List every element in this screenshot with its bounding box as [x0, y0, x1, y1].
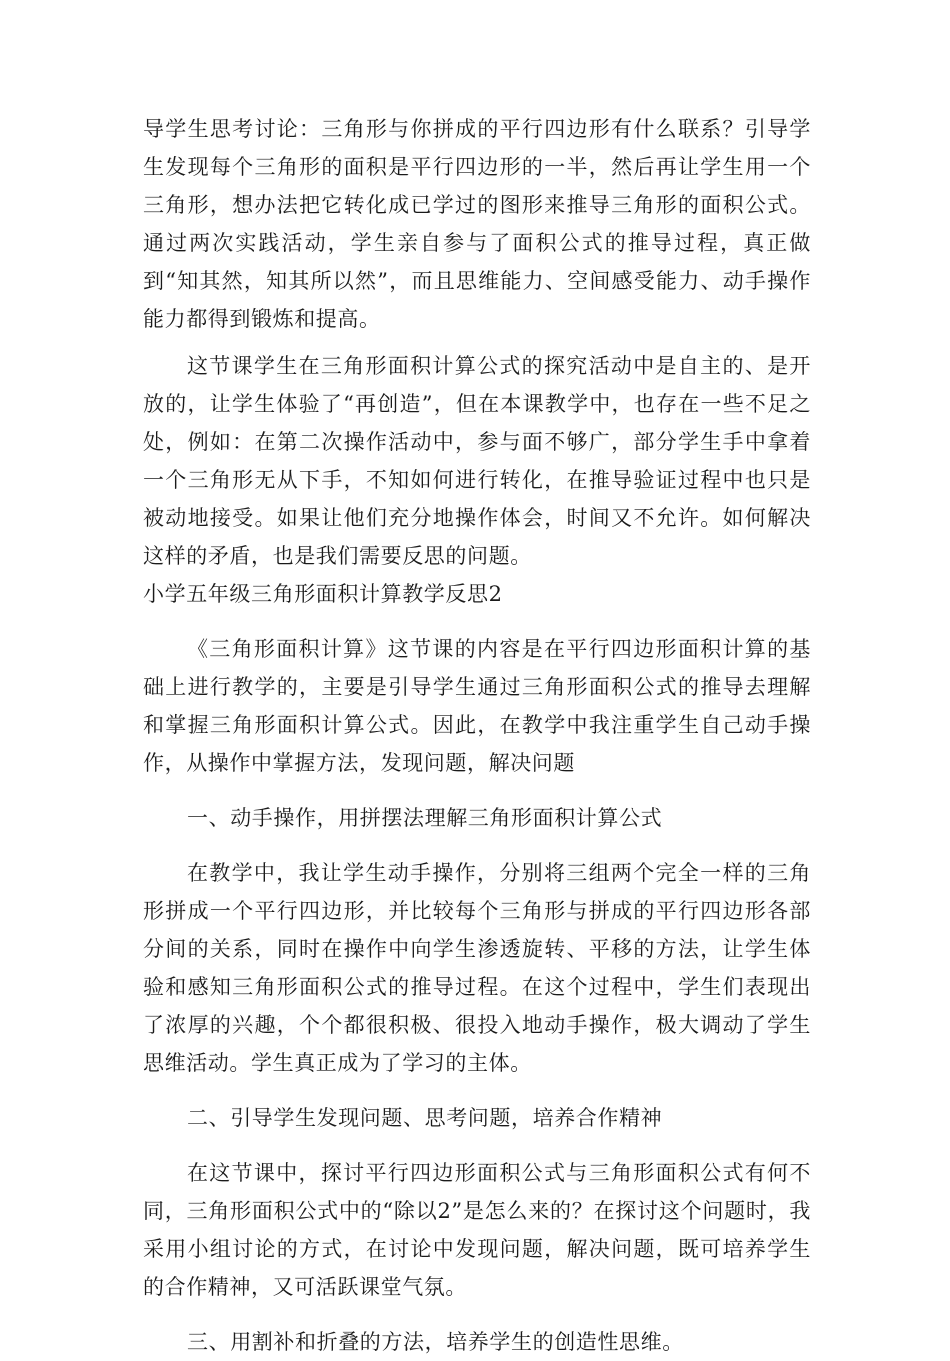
- document-body: [143, 110, 811, 1361]
- paragraph-reflection-shortcomings: 这节课学生在三角形面积计算公式的探究活动中是自主的、是开放的，让学生体验了“再创造”，但在本课教学中，也存在一些不足之处，例如：在第二次操作活动中，参与面不够广，部分学生手中拿着一个三角形无从下手，不知如何进行转化，在推导验证过程中也只是被动地接受。如果让他们充分地操作体会，时间又不允许。如何解决这样的矛盾，也是我们需要反思的问题。: [143, 354, 811, 568]
- paragraph-intro: 《三角形面积计算》这节课的内容是在平行四边形面积计算的基础上进行教学的，主要是引导学生通过三角形面积公式的推导去理解和掌握三角形面积计算公式。因此，在教学中我注重学生自己动手操作，从操作中掌握方法，发现问题，解决问题: [143, 637, 811, 775]
- paragraph-cooperation: 在这节课中，探讨平行四边形面积公式与三角形面积公式有何不同，三角形面积公式中的“除以2”是怎么来的？在探讨这个问题时，我采用小组讨论的方式，在讨论中发现问题，解决问题，既可培养学生的合作精神，又可活跃课堂气氛。: [143, 1161, 811, 1299]
- subheading-creative-thinking: 三、用割补和折叠的方法，培养学生的创造性思维。: [187, 1330, 684, 1354]
- paragraph-hands-on: 在教学中，我让学生动手操作，分别将三组两个完全一样的三角形拼成一个平行四边形，并比较每个三角形与拼成的平行四边形各部分间的关系，同时在操作中向学生渗透旋转、平移的方法，让学生体验和感知三角形面积公式的推导过程。在这个过程中，学生们表现出了浓厚的兴趣，个个都很积极、很投入地动手操作，极大调动了学生思维活动。学生真正成为了学习的主体。: [143, 861, 811, 1075]
- subheading-hands-on: 一、动手操作，用拼摆法理解三角形面积计算公式: [187, 806, 663, 830]
- subheading-cooperation: 二、引导学生发现问题、思考问题，培养合作精神: [187, 1106, 663, 1130]
- section-heading: 小学五年级三角形面积计算教学反思2: [143, 582, 503, 606]
- paragraph-continuation: 导学生思考讨论：三角形与你拼成的平行四边形有什么联系？引导学生发现每个三角形的面积是平行四边形的一半，然后再让学生用一个三角形，想办法把它转化成已学过的图形来推导三角形的面积公式。通过两次实践活动，学生亲自参与了面积公式的推导过程，真正做到“知其然，知其所以然”，而且思维能力、空间感受能力、动手操作能力都得到锻炼和提高。: [143, 117, 811, 331]
